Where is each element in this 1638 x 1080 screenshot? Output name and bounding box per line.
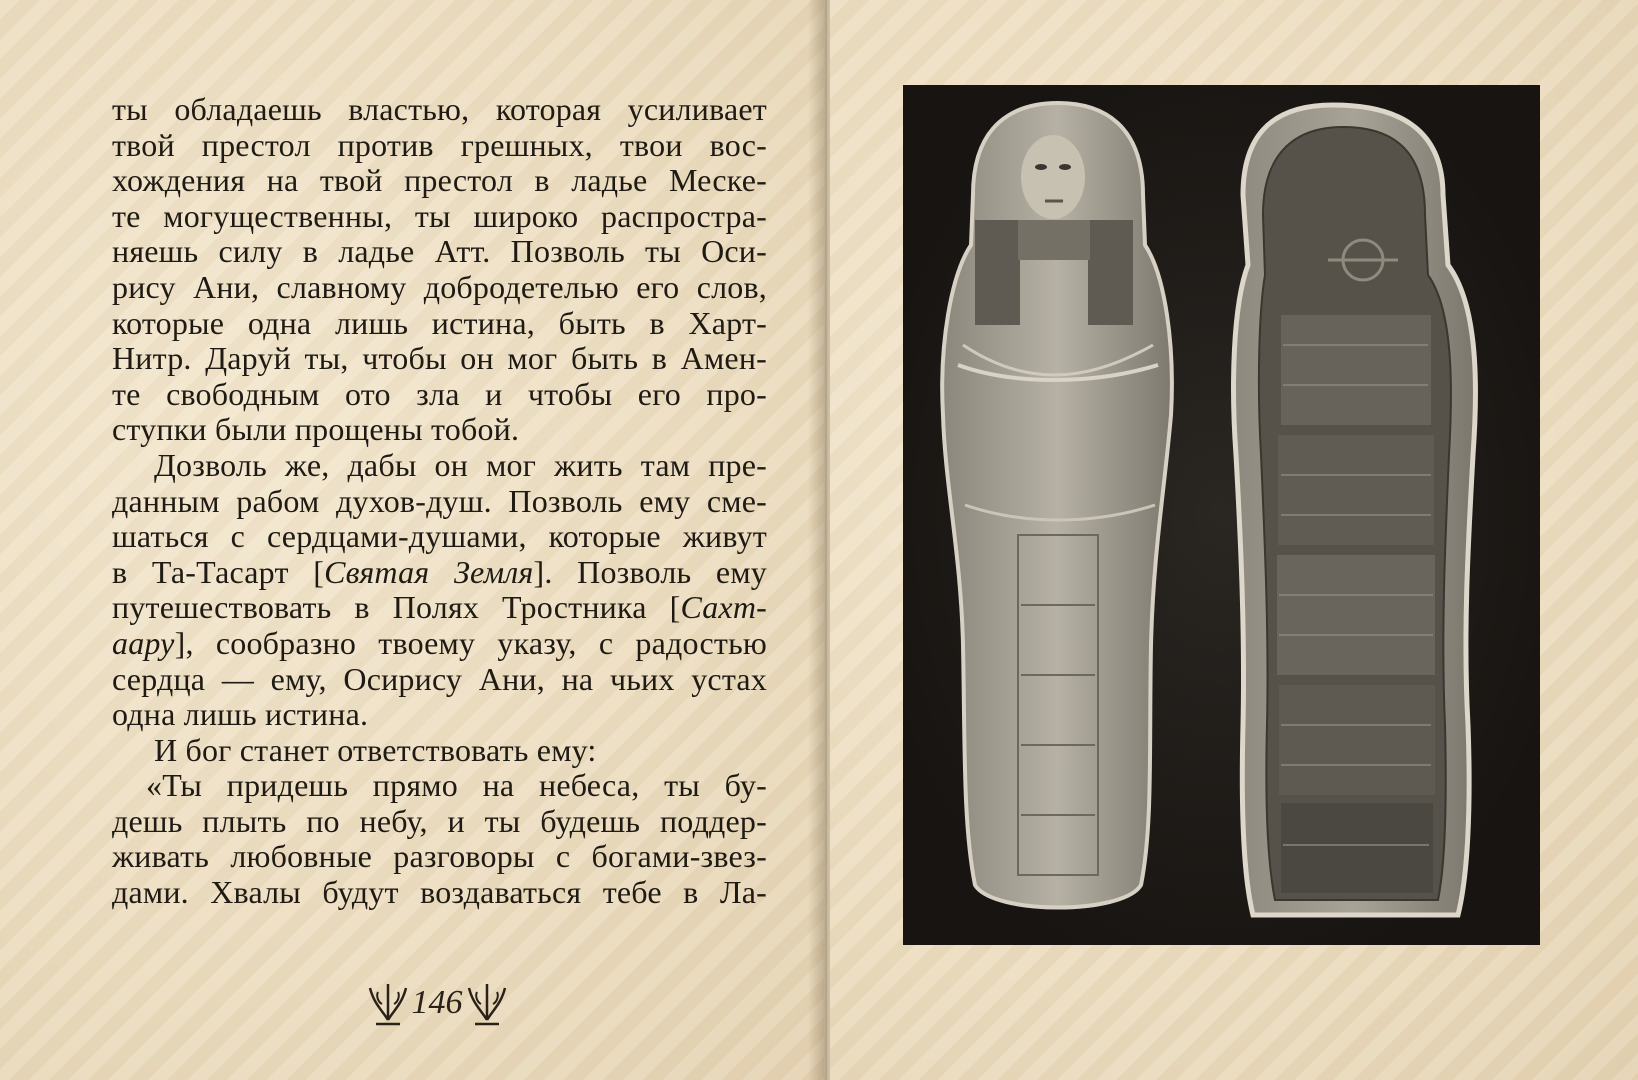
page-number-ornament: [362, 978, 512, 1028]
text-run: ], сообразно твоему указу, с радостью: [174, 624, 767, 661]
text-line: [112, 590, 767, 626]
text-line: «Ты придешь прямо на небеса, ты бу-: [146, 767, 767, 804]
italic-text: Святая Земля: [324, 553, 534, 590]
text-run: путешествовать в Полях Тростника [: [112, 589, 681, 626]
italic-text: аару: [112, 624, 175, 661]
text-line: сердца — ему, Осирису Ани, на чьих устах: [112, 660, 767, 697]
text-line: ступки были прощены тобой.: [112, 411, 520, 448]
page-number: 146: [411, 984, 463, 1021]
italic-text: Сахт-: [680, 589, 767, 626]
text-line: дешь плыть по небу, и ты будешь поддер-: [112, 802, 767, 839]
text-line: шаться с сердцами-душами, которые живут: [112, 518, 767, 555]
text-run: в Та-Тасарт [: [112, 553, 325, 590]
text-line: те свободным ото зла и чтобы его про-: [112, 375, 767, 412]
text-line: Дозволь же, дабы он мог жить там пре-: [154, 446, 767, 483]
text-line: няешь силу в ладье Атт. Позволь ты Оси-: [112, 233, 767, 270]
text-run: ]. Позволь ему: [533, 553, 767, 590]
text-line: живать любовные разговоры с богами-звез-: [112, 838, 767, 875]
sarcophagus-photo: [903, 85, 1540, 945]
lotus-ornament-left-icon: [368, 980, 408, 1026]
text-line: одна лишь истина.: [112, 696, 369, 733]
text-line: И бог станет ответствовать ему:: [154, 731, 597, 768]
text-line: хождения на твой престол в ладье Меске-: [112, 162, 767, 199]
text-line: дами. Хвалы будут воздаваться тебе в Ла-: [112, 874, 767, 911]
lotus-ornament-right-icon: [467, 980, 507, 1026]
text-line: [112, 626, 767, 662]
text-line: ты обладаешь властью, которая усиливает: [112, 91, 767, 127]
text-line: Нитр. Даруй ты, чтобы он мог быть в Амен-: [112, 340, 767, 377]
text-line: те могущественны, ты широко распростра-: [112, 197, 767, 234]
text-line: данным рабом духов-душ. Позволь ему сме-: [112, 482, 767, 519]
text-line: рису Ани, славному добродетелью его слов,: [112, 268, 767, 305]
text-line: твой престол против грешных, твои вос-: [112, 126, 767, 163]
text-line: которые одна лишь истина, быть в Харт-: [112, 304, 767, 341]
text-line: [112, 555, 767, 591]
body-text: [112, 92, 767, 911]
sarcophagus-photo-icon: [903, 85, 1540, 945]
